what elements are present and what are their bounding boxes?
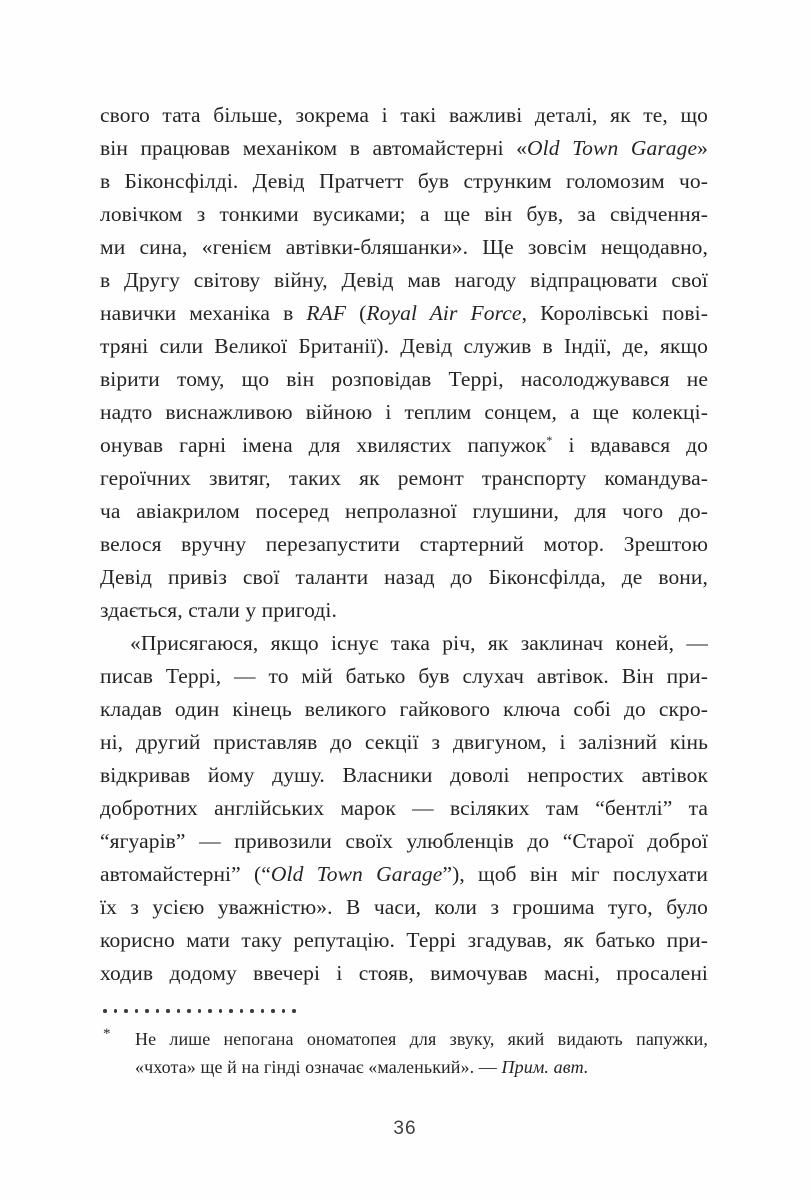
separator-dot xyxy=(177,1009,181,1013)
footnote-line: Не лише непогана ономатопея для звуку, який видають папужки, xyxy=(135,1029,708,1049)
text-line: надто виснажливою війною і теплим сонцем, а ще колекці- xyxy=(100,400,708,424)
text-line: ні, другий приставляв до секції з двигуном, і залізний кінь xyxy=(100,730,708,754)
text-line: в Біконсфілді. Девід Пратчетт був струнким голомозим чо- xyxy=(100,169,708,193)
text-line: в Другу світову війну, Девід мав нагоду відпрацювати свої xyxy=(100,268,708,292)
text-line: ми сина, «генієм автівки-бляшанки». Ще зовсім нещодавно, xyxy=(100,235,708,259)
separator-dot xyxy=(145,1009,149,1013)
text-line: писав Террі, — то мій батько був слухач автівок. Він при- xyxy=(100,664,708,688)
separator-dot xyxy=(292,1009,296,1013)
text-line: кладав один кінець великого гайкового ключа собі до скро- xyxy=(100,697,708,721)
footnote-separator xyxy=(100,1006,708,1016)
text-line: здається, стали у пригоді. xyxy=(100,598,337,622)
text-line: ловічком з тонкими вусиками; а ще він був, за свідчення- xyxy=(100,202,708,226)
separator-dot xyxy=(250,1009,254,1013)
separator-dot xyxy=(282,1009,286,1013)
paragraph xyxy=(100,627,708,990)
separator-dot xyxy=(240,1009,244,1013)
text-line: онував гарні імена для хвилястих папужок* і вдавався до xyxy=(100,432,708,457)
separator-dot xyxy=(198,1009,202,1013)
separator-dot xyxy=(229,1009,233,1013)
text-line: їх з усією уважністю». В часи, коли з грошима туго, було xyxy=(100,895,708,919)
text-line: навички механіка в RAF (Royal Air Force, Королівські пові- xyxy=(100,301,708,325)
footnote-marker: * xyxy=(103,1026,111,1042)
separator-dot xyxy=(187,1009,191,1013)
separator-dot xyxy=(208,1009,212,1013)
separator-dot xyxy=(114,1009,118,1013)
text-line: «Присягаюся, якщо існує така річ, як заклинач коней, — xyxy=(130,631,708,655)
text-line: корисно мати таку репутацію. Террі згадував, як батько при- xyxy=(100,928,708,952)
text-line: ходив додому ввечері і стояв, вимочував масні, просалені xyxy=(100,961,708,985)
text-line: відкривав йому душу. Власники доволі непростих автівок xyxy=(100,763,708,787)
separator-dot xyxy=(135,1009,139,1013)
text-line: автомайстерні” (“Old Town Garage”), щоб він міг послухати xyxy=(100,862,708,886)
separator-dot xyxy=(156,1009,160,1013)
text-line: Девід привіз свої таланти назад до Біконсфілда, де вони, xyxy=(100,565,708,589)
text-line: героїчних звитяг, таких як ремонт транспорту командува- xyxy=(100,466,708,490)
text-line: тряні сили Великої Британії). Девід служив в Індії, де, якщо xyxy=(100,334,708,358)
footnote-block xyxy=(100,1006,708,1081)
text-line: вірити тому, що він розповідав Террі, насолоджувався не xyxy=(100,367,708,391)
text-line: велося вручну перезапустити стартерний мотор. Зрештою xyxy=(100,532,708,556)
body-text-block xyxy=(100,99,708,990)
paragraph xyxy=(100,99,708,627)
footnote-text xyxy=(100,1025,708,1081)
footnote-line: «чхота» ще й на гінді означає «маленький». — Прим. авт. xyxy=(135,1057,589,1077)
separator-dot xyxy=(271,1009,275,1013)
separator-dot xyxy=(219,1009,223,1013)
text-line: він працював механіком в автомайстерні «Old Town Garage» xyxy=(100,136,708,160)
text-line: “ягуарів” — привозили своїх улюбленців до “Старої доброї xyxy=(100,829,708,853)
footnote-body xyxy=(100,1025,708,1081)
separator-dot xyxy=(261,1009,265,1013)
page-number: 36 xyxy=(393,1118,417,1139)
separator-dot xyxy=(166,1009,170,1013)
text-line: свого тата більше, зокрема і такі важливі деталі, як те, що xyxy=(100,103,708,127)
separator-dot xyxy=(103,1009,107,1013)
text-line: добротних англійських марок — всіляких там “бентлі” та xyxy=(100,796,708,820)
separator-dot xyxy=(124,1009,128,1013)
text-line: ча авіакрилом посеред непролазної глушини, для чого до- xyxy=(100,499,708,523)
